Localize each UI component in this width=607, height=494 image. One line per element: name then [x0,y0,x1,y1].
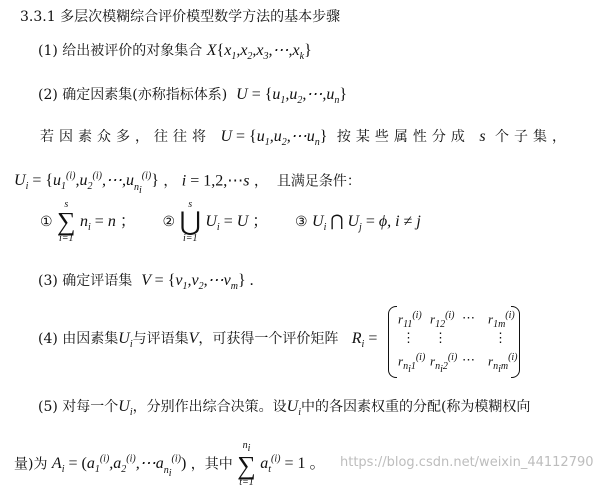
matrix-cell: ⋮ [494,330,507,345]
step-5-text-b: ，其中 [190,456,233,473]
step-1-label: (1) 给出被评价的对象集合 [38,43,203,59]
condition-1-formula: $n_i = n$ ； [80,213,136,234]
matrix-left-bracket [388,306,397,378]
step-5-weight-formula: $A_i$ = $(a_1^{(i)},a_2^{(i)},\cdots a_{n_i}^{(i)})$ [51,454,187,479]
step-4-label: (4) 由因素集$U_i$与评语集V，可获得一个评价矩阵 [38,330,339,351]
partition-formula-b: $U_i$ = $\{u_1^{(i)},u_2^{(i)},\cdots,u_{n_i}^{(i)}\}$ [14,171,159,196]
partition-text-c: ， 且满足条件： [253,173,361,190]
matrix-cell: $r_{11}^{(i)}$ [398,310,422,330]
conditions-row [40,200,421,244]
partition-text-a: 若因素众多，往往将 [40,129,211,145]
matrix-cell: ⋮ [402,330,415,345]
step-1-formula: $X\{x_1,x_2,x_3,\cdots,x_k\}$ [206,42,312,63]
step-5-sum: $n_i$ ∑ t=1 [237,439,256,488]
partition-formula-a: $U = \{u_1,u_2,\cdots u_n\}$ [220,128,328,149]
partition-text-b: 按某些属性分成 s 个子集， [336,128,571,145]
condition-3-formula: $U_i$ ⋂ $U_j = \phi$, i ≠ j [312,213,421,234]
step-5-text-a: 量)为 [14,456,48,473]
condition-2-union: s ⋃ i=1 [179,199,201,244]
watermark: https://blog.csdn.net/weixin_44112790 [340,455,594,470]
step-3-formula: $V = \{v_1,v_2,\cdots v_m\}$ . [141,272,254,293]
step-4 [38,330,377,354]
matrix-cell: $r_{n_i2}^{(i)}$ [430,352,458,375]
matrix-cell: ⋯ [462,352,475,367]
matrix-cell: ⋯ [462,310,475,325]
matrix-cell: $r_{n_i1}^{(i)}$ [398,352,426,375]
section-heading: 3.3.1 多层次模糊综合评价模型数学方法的基本步骤 [20,9,341,25]
step-2-formula: $U = \{u_1,u_2,\cdots,u_n\}$ [236,86,348,107]
condition-3-mark: ③ [295,214,308,230]
partition-line-2: $U_i$ = $\{u_1^{(i)},u_2^{(i)},\cdots,u_{n_i}^{(i)}\}$ ， i = 1,2,⋯s ， 且满足条件： [14,171,361,196]
matrix-cell: $r_{12}^{(i)}$ [430,310,455,330]
step-3 [38,272,254,296]
condition-2-formula: $U_i = U$ ； [205,213,269,234]
step-2 [38,86,347,110]
step-2-label: (2) 确定因素集(亦称指标体系) [38,87,228,103]
step-5-line-1: (5) 对每一个$U_i$，分别作出综合决策。设$U_i$中的各因素权重的分配(称为模糊权向 [38,398,531,419]
matrix-name: $R_i$ = [351,330,378,351]
step-3-label: (3) 确定评语集 [38,273,133,289]
condition-1-sum: s ∑ i=1 [57,199,76,244]
step-5-sum-formula: $a_t^{(i)} = 1$ 。 [260,454,326,476]
condition-1-mark: ① [40,214,53,230]
partition-line-1 [40,128,571,152]
condition-2-mark: ② [162,214,176,230]
step-5-line-2 [14,439,326,488]
matrix-cell: $r_{n_im}^{(i)}$ [488,352,518,375]
matrix-cell: $r_{1m}^{(i)}$ [488,310,515,330]
step-1 [38,42,312,66]
matrix-cell: ⋮ [434,330,447,345]
evaluation-matrix [388,306,520,376]
